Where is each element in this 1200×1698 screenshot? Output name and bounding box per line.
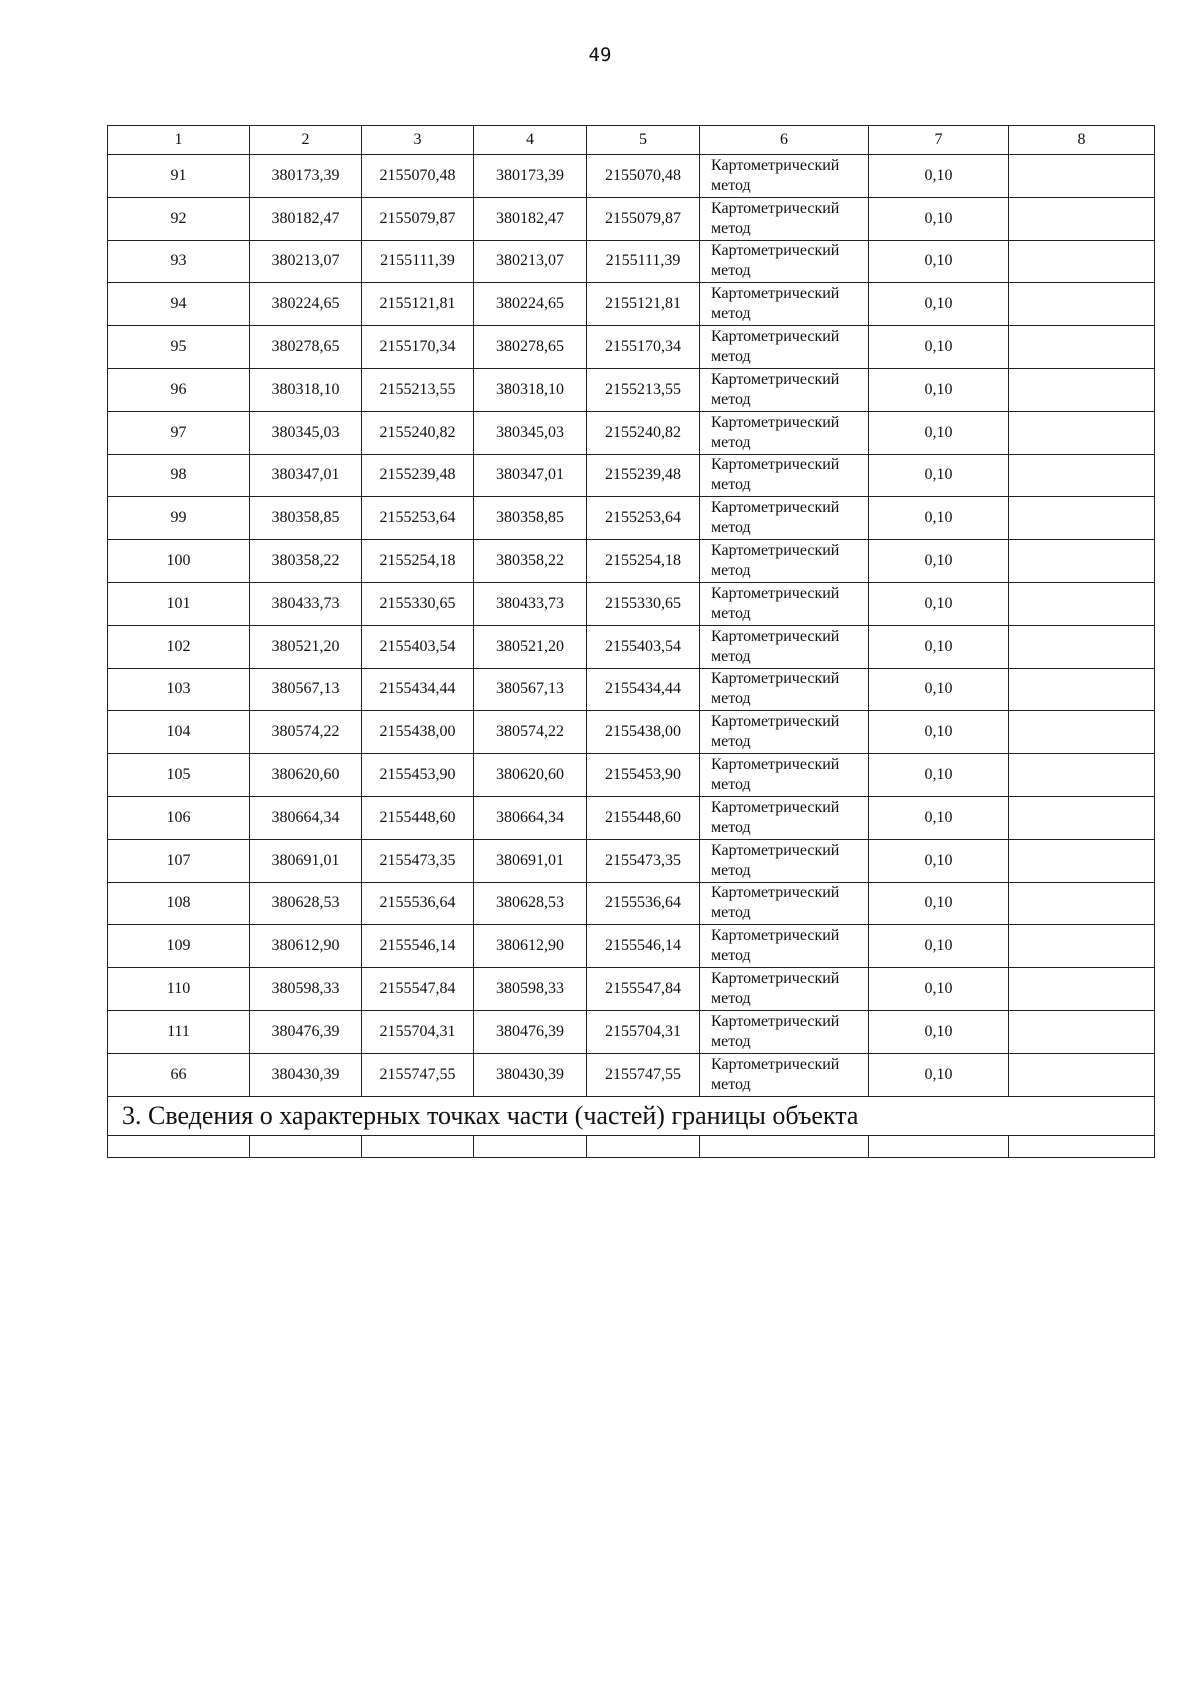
new-x-cell: 380628,53 — [474, 882, 587, 925]
existing-x-cell: 380173,39 — [250, 155, 362, 198]
table-row — [108, 1010, 1155, 1053]
table-row — [108, 540, 1155, 583]
note-cell — [1009, 625, 1155, 668]
table-row — [108, 326, 1155, 369]
page-number: 49 — [588, 44, 612, 66]
existing-y-cell: 2155434,44 — [362, 668, 474, 711]
table-row — [108, 711, 1155, 754]
table-row — [108, 454, 1155, 497]
method-cell: Картометрический метод — [700, 625, 869, 668]
note-cell — [1009, 796, 1155, 839]
existing-y-cell: 2155453,90 — [362, 754, 474, 797]
table-body — [108, 126, 1155, 1158]
section-title: 3. Сведения о характерных точках части (частей) границы объекта — [108, 1096, 1155, 1135]
existing-y-cell: 2155403,54 — [362, 625, 474, 668]
table-row — [108, 368, 1155, 411]
point-number-cell: 104 — [108, 711, 250, 754]
table-row — [108, 155, 1155, 198]
method-cell: Картометрический метод — [700, 668, 869, 711]
point-number-cell: 100 — [108, 540, 250, 583]
point-number-cell: 101 — [108, 582, 250, 625]
existing-y-cell: 2155473,35 — [362, 839, 474, 882]
method-cell: Картометрический метод — [700, 839, 869, 882]
existing-x-cell: 380182,47 — [250, 197, 362, 240]
table-row — [108, 839, 1155, 882]
method-cell: Картометрический метод — [700, 968, 869, 1011]
existing-y-cell: 2155536,64 — [362, 882, 474, 925]
method-cell: Картометрический метод — [700, 326, 869, 369]
method-cell: Картометрический метод — [700, 155, 869, 198]
note-cell — [1009, 411, 1155, 454]
column-header: 8 — [1009, 126, 1155, 155]
new-y-cell: 2155253,64 — [587, 497, 700, 540]
table-row — [108, 497, 1155, 540]
accuracy-cell: 0,10 — [869, 1010, 1009, 1053]
note-cell — [1009, 882, 1155, 925]
point-number-cell: 106 — [108, 796, 250, 839]
empty-cell — [108, 1135, 250, 1157]
existing-x-cell: 380612,90 — [250, 925, 362, 968]
accuracy-cell: 0,10 — [869, 839, 1009, 882]
method-cell: Картометрический метод — [700, 754, 869, 797]
new-y-cell: 2155239,48 — [587, 454, 700, 497]
point-number-cell: 96 — [108, 368, 250, 411]
accuracy-cell: 0,10 — [869, 283, 1009, 326]
table-row — [108, 796, 1155, 839]
existing-y-cell: 2155546,14 — [362, 925, 474, 968]
point-number-cell: 92 — [108, 197, 250, 240]
table-row — [108, 625, 1155, 668]
existing-x-cell: 380213,07 — [250, 240, 362, 283]
existing-y-cell: 2155747,55 — [362, 1053, 474, 1096]
new-x-cell: 380691,01 — [474, 839, 587, 882]
existing-y-cell: 2155111,39 — [362, 240, 474, 283]
accuracy-cell: 0,10 — [869, 240, 1009, 283]
new-x-cell: 380345,03 — [474, 411, 587, 454]
method-cell: Картометрический метод — [700, 540, 869, 583]
method-cell: Картометрический метод — [700, 240, 869, 283]
new-y-cell: 2155448,60 — [587, 796, 700, 839]
new-x-cell: 380358,22 — [474, 540, 587, 583]
point-number-cell: 97 — [108, 411, 250, 454]
accuracy-cell: 0,10 — [869, 754, 1009, 797]
existing-x-cell: 380433,73 — [250, 582, 362, 625]
existing-y-cell: 2155253,64 — [362, 497, 474, 540]
point-number-cell: 102 — [108, 625, 250, 668]
new-y-cell: 2155403,54 — [587, 625, 700, 668]
method-cell: Картометрический метод — [700, 925, 869, 968]
column-header: 2 — [250, 126, 362, 155]
note-cell — [1009, 497, 1155, 540]
new-x-cell: 380476,39 — [474, 1010, 587, 1053]
note-cell — [1009, 283, 1155, 326]
column-header: 5 — [587, 126, 700, 155]
existing-x-cell: 380347,01 — [250, 454, 362, 497]
new-y-cell: 2155121,81 — [587, 283, 700, 326]
new-x-cell: 380224,65 — [474, 283, 587, 326]
existing-y-cell: 2155330,65 — [362, 582, 474, 625]
new-y-cell: 2155473,35 — [587, 839, 700, 882]
point-number-cell: 110 — [108, 968, 250, 1011]
new-y-cell: 2155213,55 — [587, 368, 700, 411]
note-cell — [1009, 240, 1155, 283]
point-number-cell: 66 — [108, 1053, 250, 1096]
new-y-cell: 2155547,84 — [587, 968, 700, 1011]
empty-cell — [362, 1135, 474, 1157]
column-header: 3 — [362, 126, 474, 155]
existing-x-cell: 380664,34 — [250, 796, 362, 839]
existing-x-cell: 380567,13 — [250, 668, 362, 711]
point-number-cell: 95 — [108, 326, 250, 369]
existing-y-cell: 2155254,18 — [362, 540, 474, 583]
new-y-cell: 2155070,48 — [587, 155, 700, 198]
existing-x-cell: 380224,65 — [250, 283, 362, 326]
new-x-cell: 380347,01 — [474, 454, 587, 497]
table-row — [108, 197, 1155, 240]
column-header: 7 — [869, 126, 1009, 155]
note-cell — [1009, 582, 1155, 625]
empty-cell — [587, 1135, 700, 1157]
note-cell — [1009, 839, 1155, 882]
new-x-cell: 380430,39 — [474, 1053, 587, 1096]
point-number-cell: 94 — [108, 283, 250, 326]
empty-cell — [869, 1135, 1009, 1157]
table-row — [108, 240, 1155, 283]
existing-y-cell: 2155704,31 — [362, 1010, 474, 1053]
point-number-cell: 93 — [108, 240, 250, 283]
existing-x-cell: 380691,01 — [250, 839, 362, 882]
existing-x-cell: 380345,03 — [250, 411, 362, 454]
table-row — [108, 882, 1155, 925]
existing-y-cell: 2155448,60 — [362, 796, 474, 839]
method-cell: Картометрический метод — [700, 711, 869, 754]
existing-y-cell: 2155121,81 — [362, 283, 474, 326]
new-y-cell: 2155704,31 — [587, 1010, 700, 1053]
section-title-row — [108, 1096, 1155, 1135]
method-cell: Картометрический метод — [700, 1053, 869, 1096]
point-number-cell: 107 — [108, 839, 250, 882]
note-cell — [1009, 540, 1155, 583]
accuracy-cell: 0,10 — [869, 454, 1009, 497]
new-x-cell: 380574,22 — [474, 711, 587, 754]
note-cell — [1009, 711, 1155, 754]
new-y-cell: 2155536,64 — [587, 882, 700, 925]
table-row — [108, 968, 1155, 1011]
table-row — [108, 582, 1155, 625]
accuracy-cell: 0,10 — [869, 882, 1009, 925]
point-number-cell: 105 — [108, 754, 250, 797]
table-row — [108, 668, 1155, 711]
new-y-cell: 2155546,14 — [587, 925, 700, 968]
existing-x-cell: 380358,85 — [250, 497, 362, 540]
new-x-cell: 380620,60 — [474, 754, 587, 797]
existing-y-cell: 2155438,00 — [362, 711, 474, 754]
method-cell: Картометрический метод — [700, 582, 869, 625]
existing-x-cell: 380574,22 — [250, 711, 362, 754]
existing-x-cell: 380598,33 — [250, 968, 362, 1011]
column-header: 4 — [474, 126, 587, 155]
accuracy-cell: 0,10 — [869, 197, 1009, 240]
empty-cell — [250, 1135, 362, 1157]
new-y-cell: 2155747,55 — [587, 1053, 700, 1096]
new-x-cell: 380433,73 — [474, 582, 587, 625]
point-number-cell: 111 — [108, 1010, 250, 1053]
new-y-cell: 2155111,39 — [587, 240, 700, 283]
existing-y-cell: 2155170,34 — [362, 326, 474, 369]
new-y-cell: 2155330,65 — [587, 582, 700, 625]
note-cell — [1009, 326, 1155, 369]
column-number-row — [108, 126, 1155, 155]
new-x-cell: 380182,47 — [474, 197, 587, 240]
note-cell — [1009, 454, 1155, 497]
existing-x-cell: 380430,39 — [250, 1053, 362, 1096]
method-cell: Картометрический метод — [700, 796, 869, 839]
point-number-cell: 109 — [108, 925, 250, 968]
new-x-cell: 380278,65 — [474, 326, 587, 369]
empty-cell — [700, 1135, 869, 1157]
point-number-cell: 103 — [108, 668, 250, 711]
table-row — [108, 1053, 1155, 1096]
method-cell: Картометрический метод — [700, 283, 869, 326]
note-cell — [1009, 1010, 1155, 1053]
point-number-cell: 98 — [108, 454, 250, 497]
new-y-cell: 2155170,34 — [587, 326, 700, 369]
accuracy-cell: 0,10 — [869, 540, 1009, 583]
table-row — [108, 925, 1155, 968]
new-y-cell: 2155254,18 — [587, 540, 700, 583]
method-cell: Картометрический метод — [700, 454, 869, 497]
accuracy-cell: 0,10 — [869, 411, 1009, 454]
coordinates-table — [107, 125, 1155, 1158]
new-y-cell: 2155240,82 — [587, 411, 700, 454]
accuracy-cell: 0,10 — [869, 1053, 1009, 1096]
note-cell — [1009, 155, 1155, 198]
new-x-cell: 380612,90 — [474, 925, 587, 968]
table-row — [108, 283, 1155, 326]
new-x-cell: 380567,13 — [474, 668, 587, 711]
new-x-cell: 380598,33 — [474, 968, 587, 1011]
new-x-cell: 380358,85 — [474, 497, 587, 540]
accuracy-cell: 0,10 — [869, 711, 1009, 754]
new-y-cell: 2155434,44 — [587, 668, 700, 711]
existing-x-cell: 380620,60 — [250, 754, 362, 797]
existing-y-cell: 2155213,55 — [362, 368, 474, 411]
accuracy-cell: 0,10 — [869, 368, 1009, 411]
method-cell: Картометрический метод — [700, 497, 869, 540]
new-x-cell: 380318,10 — [474, 368, 587, 411]
method-cell: Картометрический метод — [700, 368, 869, 411]
accuracy-cell: 0,10 — [869, 625, 1009, 668]
table-row — [108, 411, 1155, 454]
empty-cell — [474, 1135, 587, 1157]
empty-table-row — [108, 1135, 1155, 1157]
note-cell — [1009, 1053, 1155, 1096]
accuracy-cell: 0,10 — [869, 582, 1009, 625]
note-cell — [1009, 197, 1155, 240]
new-x-cell: 380664,34 — [474, 796, 587, 839]
column-header: 6 — [700, 126, 869, 155]
accuracy-cell: 0,10 — [869, 968, 1009, 1011]
accuracy-cell: 0,10 — [869, 925, 1009, 968]
accuracy-cell: 0,10 — [869, 668, 1009, 711]
method-cell: Картометрический метод — [700, 411, 869, 454]
existing-x-cell: 380358,22 — [250, 540, 362, 583]
empty-cell — [1009, 1135, 1155, 1157]
accuracy-cell: 0,10 — [869, 155, 1009, 198]
new-x-cell: 380521,20 — [474, 625, 587, 668]
method-cell: Картометрический метод — [700, 882, 869, 925]
new-y-cell: 2155079,87 — [587, 197, 700, 240]
note-cell — [1009, 668, 1155, 711]
existing-y-cell: 2155240,82 — [362, 411, 474, 454]
existing-y-cell: 2155239,48 — [362, 454, 474, 497]
point-number-cell: 91 — [108, 155, 250, 198]
existing-x-cell: 380278,65 — [250, 326, 362, 369]
existing-x-cell: 380318,10 — [250, 368, 362, 411]
existing-y-cell: 2155070,48 — [362, 155, 474, 198]
point-number-cell: 99 — [108, 497, 250, 540]
note-cell — [1009, 925, 1155, 968]
accuracy-cell: 0,10 — [869, 497, 1009, 540]
new-x-cell: 380173,39 — [474, 155, 587, 198]
note-cell — [1009, 368, 1155, 411]
existing-y-cell: 2155079,87 — [362, 197, 474, 240]
note-cell — [1009, 968, 1155, 1011]
existing-y-cell: 2155547,84 — [362, 968, 474, 1011]
existing-x-cell: 380628,53 — [250, 882, 362, 925]
column-header: 1 — [108, 126, 250, 155]
method-cell: Картометрический метод — [700, 197, 869, 240]
accuracy-cell: 0,10 — [869, 326, 1009, 369]
table-row — [108, 754, 1155, 797]
accuracy-cell: 0,10 — [869, 796, 1009, 839]
new-y-cell: 2155438,00 — [587, 711, 700, 754]
existing-x-cell: 380476,39 — [250, 1010, 362, 1053]
new-x-cell: 380213,07 — [474, 240, 587, 283]
method-cell: Картометрический метод — [700, 1010, 869, 1053]
point-number-cell: 108 — [108, 882, 250, 925]
note-cell — [1009, 754, 1155, 797]
new-y-cell: 2155453,90 — [587, 754, 700, 797]
existing-x-cell: 380521,20 — [250, 625, 362, 668]
